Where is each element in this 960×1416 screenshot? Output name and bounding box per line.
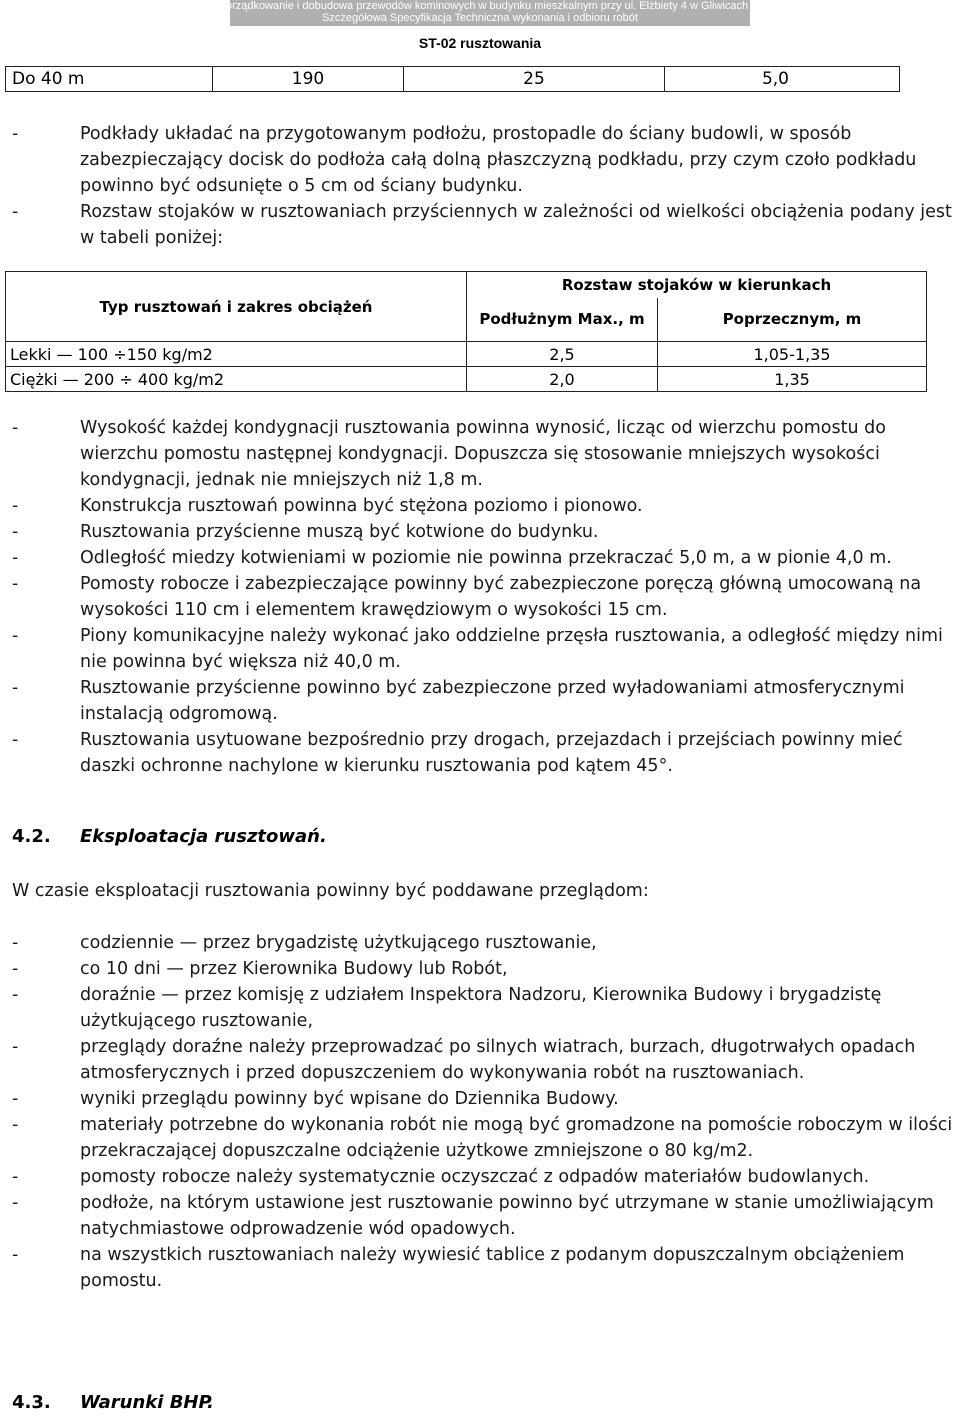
bullets-a <box>0 121 960 251</box>
header-line-2: Szczegółowa Specyfikacja Techniczna wykonania i odbioru robót <box>322 12 638 24</box>
list-item: - Piony komunikacyjne należy wykonać jako oddzielne przęsła rusztowania, a odległość między nimi nie powinna być większa niż 40,0 m. <box>12 626 943 672</box>
cell-190: 190 <box>213 67 404 92</box>
section-number: 4.3. <box>12 1392 51 1413</box>
list-item: - materiały potrzebne do wykonania robót nie mogą być gromadzone na pomoście roboczym w ilości przekraczającej dopuszczalne odciążenie użytkowe zmniejszone o 80 kg/m2. <box>12 1115 953 1161</box>
height-table-row <box>5 66 900 92</box>
cell-25: 25 <box>404 67 665 92</box>
header-line-1: Uporządkowanie i dobudowa przewodów kominowych w budynku mieszkalnym przy ul. Elżbiety 4 w Gliwicach <box>211 0 749 12</box>
col-longitudinal-header: Podłużnym Max., m <box>467 298 658 342</box>
list-item: - wyniki przeglądu powinny być wpisane do Dziennika Budowy. <box>12 1089 619 1109</box>
cell-5: 5,0 <box>665 67 900 92</box>
section-title: Eksploatacja rusztowań. <box>80 826 327 847</box>
spacing-table <box>5 271 927 392</box>
list-item: - na wszystkich rusztowaniach należy wywiesić tablice z podanym dopuszczalnym obciążeniem pomostu. <box>12 1245 905 1291</box>
list-item: - Pomosty robocze i zabezpieczające powinny być zabezpieczone poręczą główną umocowaną na wysokości 110 cm i elementem krawędziowym o wysokości 15 cm. <box>12 574 922 620</box>
list-item: - Podkłady układać na przygotowanym podłożu, prostopadle do ściany budowli, w sposób zabezpieczający docisk do podłoża całą dolną płaszczyzną podkładu, przy czym czoło podkładu powinno być odsunięte o 5 cm od ściany budynku. <box>12 124 917 196</box>
list-item: - codziennie — przez brygadzistę użytkującego rusztowanie, <box>12 933 597 953</box>
section-intro: W czasie eksploatacji rusztowania powinny być poddawane przeglądom: <box>12 881 649 901</box>
list-item: - Rozstaw stojaków w rusztowaniach przyściennych w zależności od wielkości obciążenia podany jest w tabeli poniżej: <box>12 202 952 248</box>
bullets-c <box>0 930 960 1294</box>
section-title: Warunki BHP. <box>80 1392 214 1413</box>
list-item: - Wysokość każdej kondygnacji rusztowania powinna wynosić, licząc od wierzchu pomostu do wierzchu pomostu następnej kondygnacji. Dopuszcza się stosowanie mniejszych wysokości kondygnacji, jednak nie mniejszych niż 1,8 m. <box>12 418 886 490</box>
list-item: - podłoże, na którym ustawione jest rusztowanie powinno być utrzymane w stanie umożliwiającym natychmiastowe odprowadzenie wód opadowych. <box>12 1193 934 1239</box>
col-transverse-header: Poprzecznym, m <box>658 298 927 342</box>
table-row: Ciężki — 200 ÷ 400 kg/m2 2,0 1,35 <box>6 367 927 392</box>
list-item: - co 10 dni — przez Kierownika Budowy lub Robót, <box>12 959 508 979</box>
list-item: - przeglądy doraźne należy przeprowadzać po silnych wiatrach, burzach, długotrwałych opadach atmosferycznych i przed dopuszczeniem do wykonywania robót na rusztowaniach. <box>12 1037 916 1083</box>
list-item: - Rusztowanie przyścienne powinno być zabezpieczone przed wyładowaniami atmosferycznymi instalacją odgromową. <box>12 678 905 724</box>
list-item: - Konstrukcja rusztowań powinna być stężona poziomo i pionowo. <box>12 496 643 516</box>
cell-height: Do 40 m <box>6 67 213 92</box>
group-header: Rozstaw stojaków w kierunkach <box>467 272 927 298</box>
list-item: - Odległość miedzy kotwieniami w poziomie nie powinna przekraczać 5,0 m, a w pionie 4,0 m. <box>12 548 892 568</box>
section-number: 4.2. <box>12 826 51 847</box>
list-item: - pomosty robocze należy systematycznie oczyszczać z odpadów materiałów budowlanych. <box>12 1167 870 1187</box>
col-type-header: Typ rusztowań i zakres obciążeń <box>6 272 467 342</box>
list-item: - Rusztowania przyścienne muszą być kotwione do budynku. <box>12 522 599 542</box>
list-item: - Rusztowania usytuowane bezpośrednio przy drogach, przejazdach i przejściach powinny mieć daszki ochronne nachylone w kierunku rusztowania pod kątem 45°. <box>12 730 903 776</box>
bullets-b <box>0 415 960 779</box>
list-item: - doraźnie — przez komisję z udziałem Inspektora Nadzoru, Kierownika Budowy i brygadzistę użytkującego rusztowanie, <box>12 985 882 1031</box>
table-row: Lekki — 100 ÷150 kg/m2 2,5 1,05-1,35 <box>6 342 927 367</box>
document-code: ST-02 rusztowania <box>418 35 542 51</box>
